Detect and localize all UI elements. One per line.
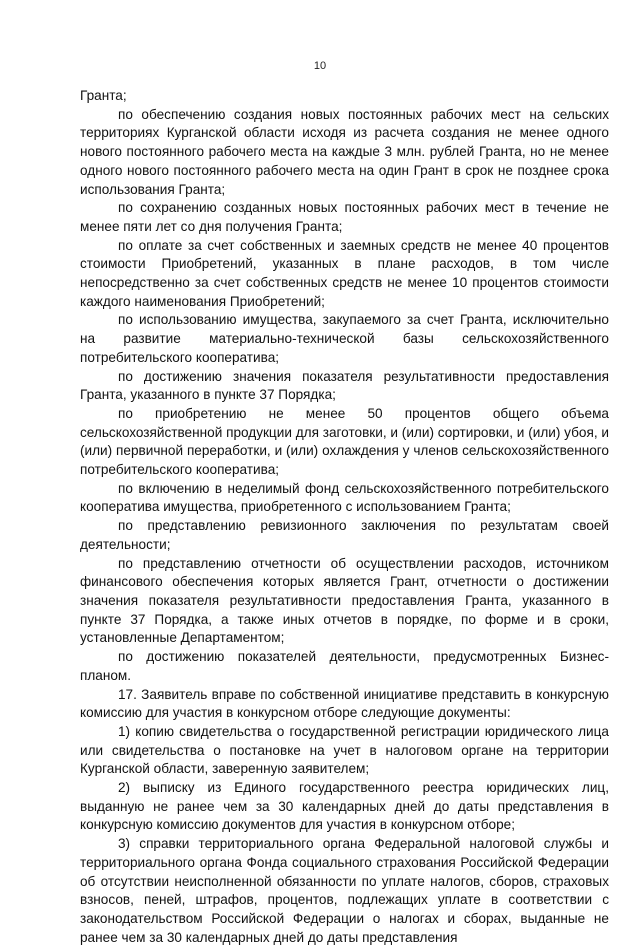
paragraph: Гранта; xyxy=(80,88,127,103)
paragraph: по использованию имущества, закупаемого за счет Гранта, исключительно на развитие материально-технической базы сельскохозяйственного потребительского кооператива; xyxy=(80,312,609,365)
paragraph: по включению в неделимый фонд сельскохозяйственного потребительского кооператива имущества, приобретенного с использованием Гранта; xyxy=(80,480,609,515)
paragraph: 2) выписку из Единого государственного реестра юридических лиц, выданную не ранее чем за 30 календарных дней до даты представления в конкурсную комиссию документов для участия в конкурсном отборе; xyxy=(80,780,609,833)
page-number: 10 xyxy=(313,60,327,72)
document-body xyxy=(80,87,609,947)
paragraph: по оплате за счет собственных и заемных средств не менее 40 процентов стоимости Приобретений, указанных в плане расходов, в том числе непосредственно за счет собственных средств не менее 10 процентов стоимости каждого наименования Приобретений; xyxy=(80,237,609,309)
paragraph: по достижению значения показателя результативности предоставления Гранта, указанного в пункте 37 Порядка; xyxy=(80,368,609,403)
paragraph: по представлению отчетности об осуществлении расходов, источником финансового обеспечения которых является Грант, отчетности о достижении значения показателя результативности предоставления Гранта, указанного в пункте 37 Порядка, а также иных отчетов в порядке, по форме и в сроки, установленные Департаментом; xyxy=(80,555,609,646)
paragraph: по представлению ревизионного заключения по результатам своей деятельности; xyxy=(80,518,609,552)
paragraph: по сохранению созданных новых постоянных рабочих мест в течение не менее пяти лет со дня получения Гранта; xyxy=(80,200,609,234)
paragraph: 1) копию свидетельства о государственной регистрации юридического лица или свидетельства о постановке на учет в налоговом органе на территории Курганской области, заверенную заявителем; xyxy=(80,723,609,777)
paragraph: 17. Заявитель вправе по собственной инициативе представить в конкурсную комиссию для участия в конкурсном отборе следующие документы: xyxy=(80,686,609,721)
paragraph: по достижению показателей деятельности, предусмотренных Бизнес-планом. xyxy=(80,649,609,683)
paragraph: по приобретению не менее 50 процентов общего объема сельскохозяйственной продукции для заготовки, и (или) сортировки, и (или) убоя, и (или) первичной переработки, и (или) охлаждения у членов сельскохозяйственного потребительского кооператива; xyxy=(80,405,609,478)
paragraph: по обеспечению создания новых постоянных рабочих мест на сельских территориях Курганской области исходя из расчета создания не менее одного нового постоянного рабочего места на каждые 3 млн. рублей Гранта, но не менее одного нового постоянного рабочего места на один Грант в срок не позднее срока использования Гранта; xyxy=(80,106,609,197)
paragraph: 3) справки территориального органа Федеральной налоговой службы и территориального органа Фонда социального страхования Российской Федерации об отсутствии неисполненной обязанности по уплате налогов, сборов, страховых взносов, пеней, штрафов, процентов, подлежащих уплате в соответствии с законодательством Российской Федерации о налогах и сборах, выданные не ранее чем за 30 календарных дней до даты представления xyxy=(80,836,609,945)
